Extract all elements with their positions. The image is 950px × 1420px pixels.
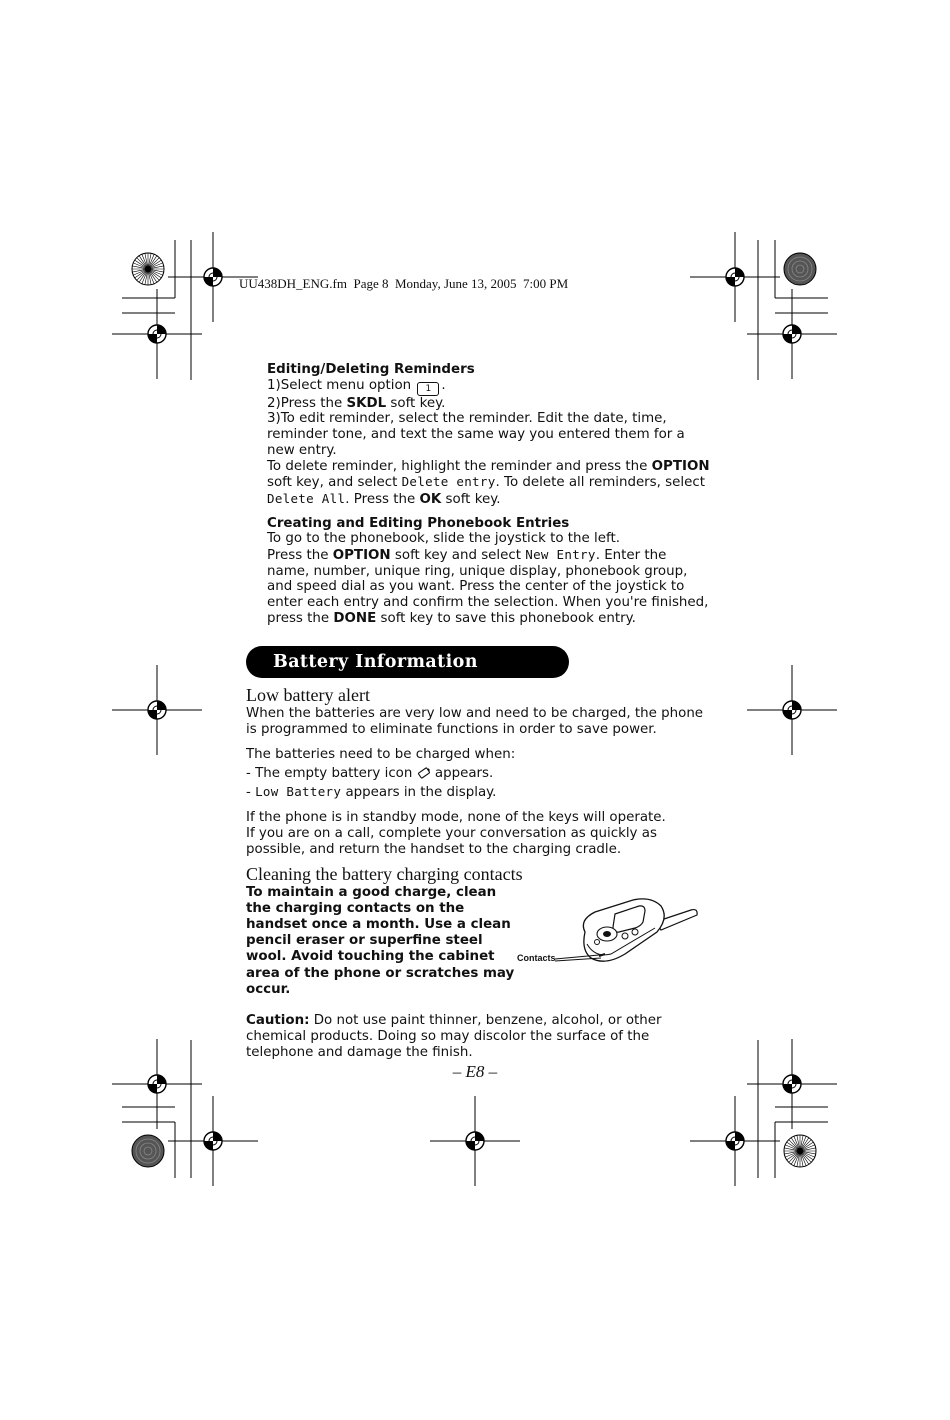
- ok-key-label: OK: [419, 491, 442, 507]
- step2-end: soft key.: [386, 395, 446, 411]
- bullet-low-battery: [246, 784, 716, 801]
- step1-text: 1)Select menu option: [267, 377, 416, 393]
- contacts-callout-label: Contacts: [517, 953, 556, 963]
- menu-key-1-icon: 1: [417, 382, 439, 396]
- delete-entry-lcd: Delete entry: [401, 474, 496, 490]
- option-key-label: OPTION: [651, 458, 710, 474]
- on-call-note: If you are on a call, complete your conversation as quickly as possible, and return the handset to the charging cradle.: [246, 826, 657, 858]
- empty-battery-icon: [417, 767, 431, 779]
- delete-all-lcd: Delete All: [267, 490, 346, 506]
- bullet1-end: appears.: [430, 765, 494, 781]
- page-number: – E8 –: [452, 1062, 498, 1081]
- pb-option-key: OPTION: [332, 548, 391, 564]
- phonebook-instructions: [267, 547, 712, 627]
- del-text-b: soft key, and select: [267, 475, 402, 491]
- phonebook-line-1: To go to the phonebook, slide the joystick to the left.: [267, 531, 620, 547]
- bullet2-end: appears in the display.: [341, 784, 497, 800]
- reminders-and-phonebook-section: [267, 362, 712, 627]
- step2-text: 2)Press the: [267, 395, 347, 411]
- battery-information-banner: Battery Information: [246, 646, 569, 678]
- pb-text-d: soft key to save this phonebook entry.: [376, 610, 636, 626]
- editing-step-1: [267, 378, 712, 396]
- battery-section: [246, 684, 716, 1062]
- del-text-d: . Press the: [345, 491, 420, 507]
- pb-text-b: soft key and select: [390, 548, 526, 564]
- editing-step-3: 3)To edit reminder, select the reminder. Edit the date, time, reminder tone, and text the same way you entered them for a new entry.: [267, 411, 685, 458]
- done-key-label: DONE: [333, 610, 377, 626]
- del-text-a: To delete reminder, highlight the reminder and press the: [267, 458, 652, 474]
- cleaning-contacts-title: Cleaning the battery charging contacts: [246, 863, 523, 884]
- pb-text-c: . Enter the name, number, unique ring, unique display, phonebook group, and speed dial as you want. Press the center of the joystick to enter each entry and confirm the selection. When you're finished, press the: [267, 548, 709, 626]
- low-battery-paragraph: When the batteries are very low and need to be charged, the phone is programmed to eliminate functions in order to save power.: [246, 706, 704, 738]
- caution-label: Caution:: [246, 1013, 310, 1029]
- charge-when-intro: The batteries need to be charged when:: [246, 747, 516, 763]
- standby-note: If the phone is in standby mode, none of the keys will operate.: [246, 810, 666, 826]
- low-battery-alert-title: Low battery alert: [246, 685, 370, 705]
- step1-end: .: [441, 377, 446, 393]
- bullet1-text: - The empty battery icon: [246, 765, 417, 781]
- skdl-key-label: SKDL: [346, 395, 387, 411]
- bullet2-dash: -: [246, 784, 256, 800]
- phonebook-title: Creating and Editing Phonebook Entries: [267, 515, 570, 531]
- print-header: UU438DH_ENG.fm Page 8 Monday, June 13, 2005 7:00 PM: [239, 276, 569, 291]
- editing-reminders-title: Editing/Deleting Reminders: [267, 362, 475, 377]
- caution-paragraph: [246, 1013, 716, 1062]
- bullet-empty-icon: [246, 766, 716, 782]
- editing-step-2: [267, 396, 712, 412]
- caution-text: Do not use paint thinner, benzene, alcohol, or other chemical products. Doing so may discolor the surface of the telephone and damage the finish.: [246, 1013, 662, 1061]
- new-entry-lcd: New Entry: [525, 547, 596, 563]
- del-text-e: soft key.: [441, 491, 501, 507]
- delete-instructions: [267, 459, 712, 508]
- pb-text-a: Press the: [267, 548, 333, 564]
- cleaning-instructions: To maintain a good charge, clean the charging contacts on the handset once a month. Use a clean pencil eraser or superfine steel wool. Avoid touching the cabinet area of the phone or scratches may occur.: [246, 884, 515, 997]
- del-text-c: . To delete all reminders, select: [495, 475, 705, 491]
- low-battery-lcd: Low Battery: [255, 783, 342, 799]
